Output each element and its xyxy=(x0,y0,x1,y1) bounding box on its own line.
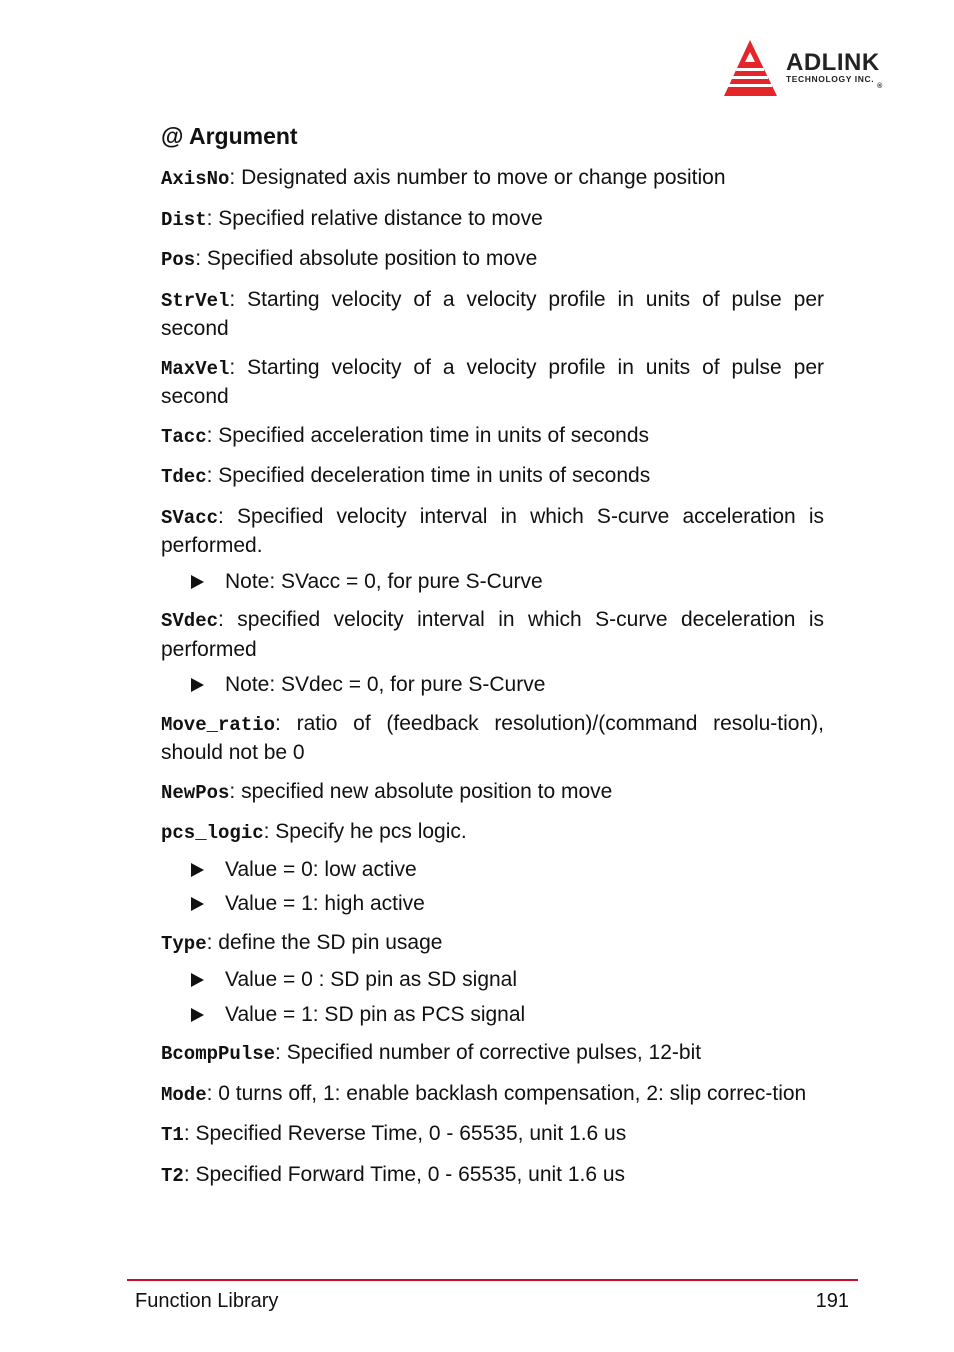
argument-description: : Specify he pcs logic. xyxy=(263,820,467,843)
section-heading: @ Argument xyxy=(161,123,298,149)
triangle-bullet-icon xyxy=(191,1008,204,1022)
footer-section-name: Function Library xyxy=(135,1290,279,1312)
argument-name: StrVel xyxy=(161,289,230,312)
bullet-text: Note: SVdec = 0, for pure S-Curve xyxy=(225,673,546,696)
argument-description: : Specified deceleration time in units of seconds xyxy=(206,464,651,487)
bullet-text: Value = 1: high active xyxy=(225,892,425,915)
bullet-item xyxy=(225,1001,824,1029)
argument-name: Tdec xyxy=(161,466,207,488)
argument-name: T1 xyxy=(161,1124,184,1146)
bullet-text: Value = 0 : SD pin as SD signal xyxy=(225,968,518,991)
argument-description: : define the SD pin usage xyxy=(206,930,443,954)
argument-item xyxy=(161,1161,824,1191)
argument-description: : specified velocity interval in which S-curve deceleration is performed xyxy=(161,608,824,661)
bullet-text: Value = 0: low active xyxy=(225,857,417,881)
argument-description: : Specified Forward Time, 0 - 65535, unit 1.6 us xyxy=(183,1162,626,1186)
argument-item xyxy=(161,1039,824,1069)
argument-item xyxy=(161,462,824,492)
argument-item xyxy=(161,164,824,194)
triangle-bullet-icon xyxy=(191,678,204,692)
argument-description: : Specified velocity interval in which S-curve acceleration is performed. xyxy=(161,504,824,557)
argument-item xyxy=(161,286,824,343)
argument-description: : Specified acceleration time in units of seconds xyxy=(206,423,650,447)
bullet-text: Value = 1: SD pin as PCS signal xyxy=(225,1002,526,1026)
argument-item xyxy=(161,1080,824,1110)
argument-name: BcompPulse xyxy=(161,1043,276,1065)
argument-description: : Specified absolute position to move xyxy=(195,247,538,270)
argument-name: T2 xyxy=(161,1164,184,1187)
argument-description: : Starting velocity of a velocity profile in units of pulse per second xyxy=(161,355,824,408)
bullet-item xyxy=(225,856,824,884)
argument-description: : Starting velocity of a velocity profile in units of pulse per second xyxy=(161,287,824,340)
logo-subtitle xyxy=(786,74,883,92)
argument-name: SVdec xyxy=(161,610,219,632)
bullet-item xyxy=(225,890,824,918)
argument-description: : Specified number of corrective pulses, 12-bit xyxy=(275,1041,702,1064)
triangle-bullet-icon xyxy=(191,897,204,911)
argument-item xyxy=(161,606,824,663)
argument-list xyxy=(161,164,824,1190)
argument-name: Move_ratio xyxy=(161,713,276,736)
bullet-text: Note: SVacc = 0, for pure S-Curve xyxy=(225,569,543,593)
argument-item xyxy=(161,422,824,452)
page-content xyxy=(161,122,824,1201)
bullet-item xyxy=(225,671,824,699)
argument-description: : Designated axis number to move or change position xyxy=(229,166,726,189)
argument-name: Mode xyxy=(161,1083,207,1106)
registered-mark: ® xyxy=(877,83,883,90)
argument-description: : Specified relative distance to move xyxy=(206,206,543,230)
argument-item xyxy=(161,205,824,235)
triangle-bullet-icon xyxy=(191,863,204,877)
logo-subtitle-text: TECHNOLOGY INC. xyxy=(786,74,875,84)
argument-description: : specified new absolute position to move xyxy=(229,779,613,803)
argument-name: Type xyxy=(161,932,207,955)
page-number: 191 xyxy=(815,1290,849,1312)
triangle-bullet-icon xyxy=(191,575,204,589)
argument-description: : ratio of (feedback resolution)/(command resolu-tion), should not be 0 xyxy=(161,711,824,764)
argument-name: Dist xyxy=(161,208,207,231)
argument-item xyxy=(161,929,824,959)
argument-item xyxy=(161,778,824,808)
argument-name: MaxVel xyxy=(161,357,230,380)
argument-name: Tacc xyxy=(161,425,207,448)
argument-item xyxy=(161,503,824,560)
bullet-item xyxy=(225,568,824,596)
triangle-bullet-icon xyxy=(191,973,204,987)
argument-name: NewPos xyxy=(161,781,230,804)
argument-item xyxy=(161,354,824,411)
argument-item xyxy=(161,1120,824,1150)
argument-item xyxy=(161,818,824,848)
argument-item xyxy=(161,710,824,767)
logo-name: ADLINK xyxy=(786,49,880,76)
argument-item xyxy=(161,245,824,275)
argument-name: pcs_logic xyxy=(161,822,264,844)
argument-name: Pos xyxy=(161,249,196,271)
argument-description: : 0 turns off, 1: enable backlash compensation, 2: slip correc-tion xyxy=(206,1081,807,1105)
argument-name: AxisNo xyxy=(161,168,230,190)
footer-rule xyxy=(127,1279,858,1281)
bullet-item xyxy=(225,966,824,994)
adlink-triangle-icon xyxy=(722,38,784,100)
argument-description: : Specified Reverse Time, 0 - 65535, unit 1.6 us xyxy=(183,1122,627,1145)
argument-name: SVacc xyxy=(161,506,219,529)
adlink-logo xyxy=(722,38,912,100)
